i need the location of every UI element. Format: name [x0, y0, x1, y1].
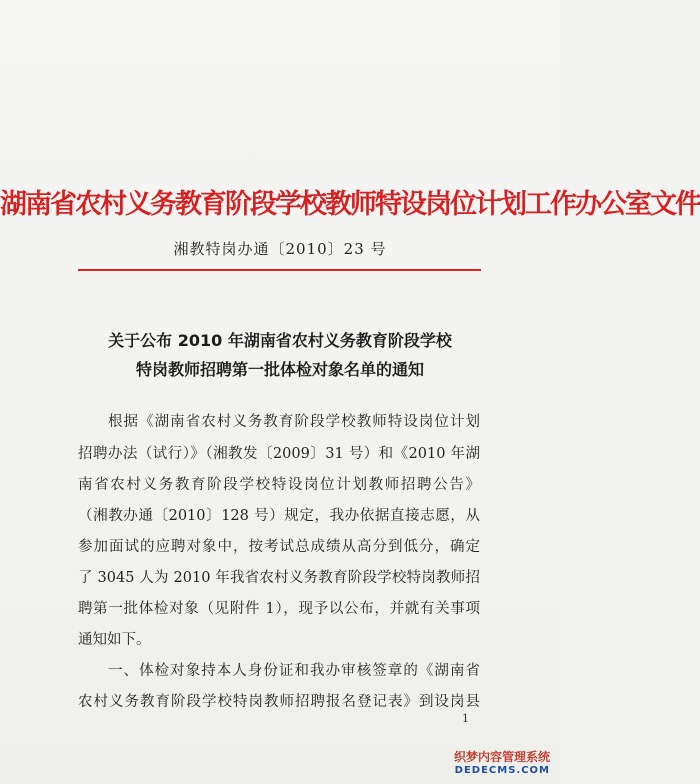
body-paragraph-line: 招聘办法（试行）》（湘教发〔2009〕31 号）和《2010 年湖 — [78, 446, 480, 462]
body-paragraph-line: （湘教办通〔2010〕128 号）规定，我办依据直接志愿，从 — [78, 508, 480, 524]
notice-title-line-1: 关于公布 2010 年湖南省农村义务教育阶段学校 — [108, 331, 452, 350]
page-number: 1 — [462, 712, 469, 725]
body-paragraph-line: 根据《湖南省农村义务教育阶段学校教师特设岗位计划 — [108, 414, 480, 430]
body-paragraph-line: 农村义务教育阶段学校特岗教师招聘报名登记表》到设岗县 — [78, 694, 480, 710]
body-paragraph-line: 一、体检对象持本人身份证和我办审核签章的《湖南省 — [108, 663, 480, 679]
body-paragraph-line: 参加面试的应聘对象中，按考试总成绩从高分到低分，确定 — [78, 539, 480, 555]
notice-title-line-2: 特岗教师招聘第一批体检对象名单的通知 — [135, 360, 424, 379]
body-paragraph-line: 了 3045 人为 2010 年我省农村义务教育阶段学校特岗教师招 — [78, 570, 480, 586]
red-divider — [78, 269, 481, 271]
watermark-domain: DEDECMS.COM — [454, 765, 550, 776]
document-number: 湘教特岗办通〔2010〕23 号 — [173, 240, 387, 258]
body-paragraph-line: 通知如下。 — [78, 632, 151, 648]
document-header-title: 湖南省农村义务教育阶段学校教师特设岗位计划工作办公室文件 — [0, 189, 700, 220]
watermark-text: 织梦内容管理系统 — [453, 750, 550, 764]
body-paragraph-line: 南省农村义务教育阶段学校特设岗位计划教师招聘公告》 — [78, 477, 480, 493]
site-watermark — [454, 748, 550, 776]
body-paragraph-line: 聘第一批体检对象（见附件 1），现予以公布，并就有关事项 — [78, 601, 480, 617]
